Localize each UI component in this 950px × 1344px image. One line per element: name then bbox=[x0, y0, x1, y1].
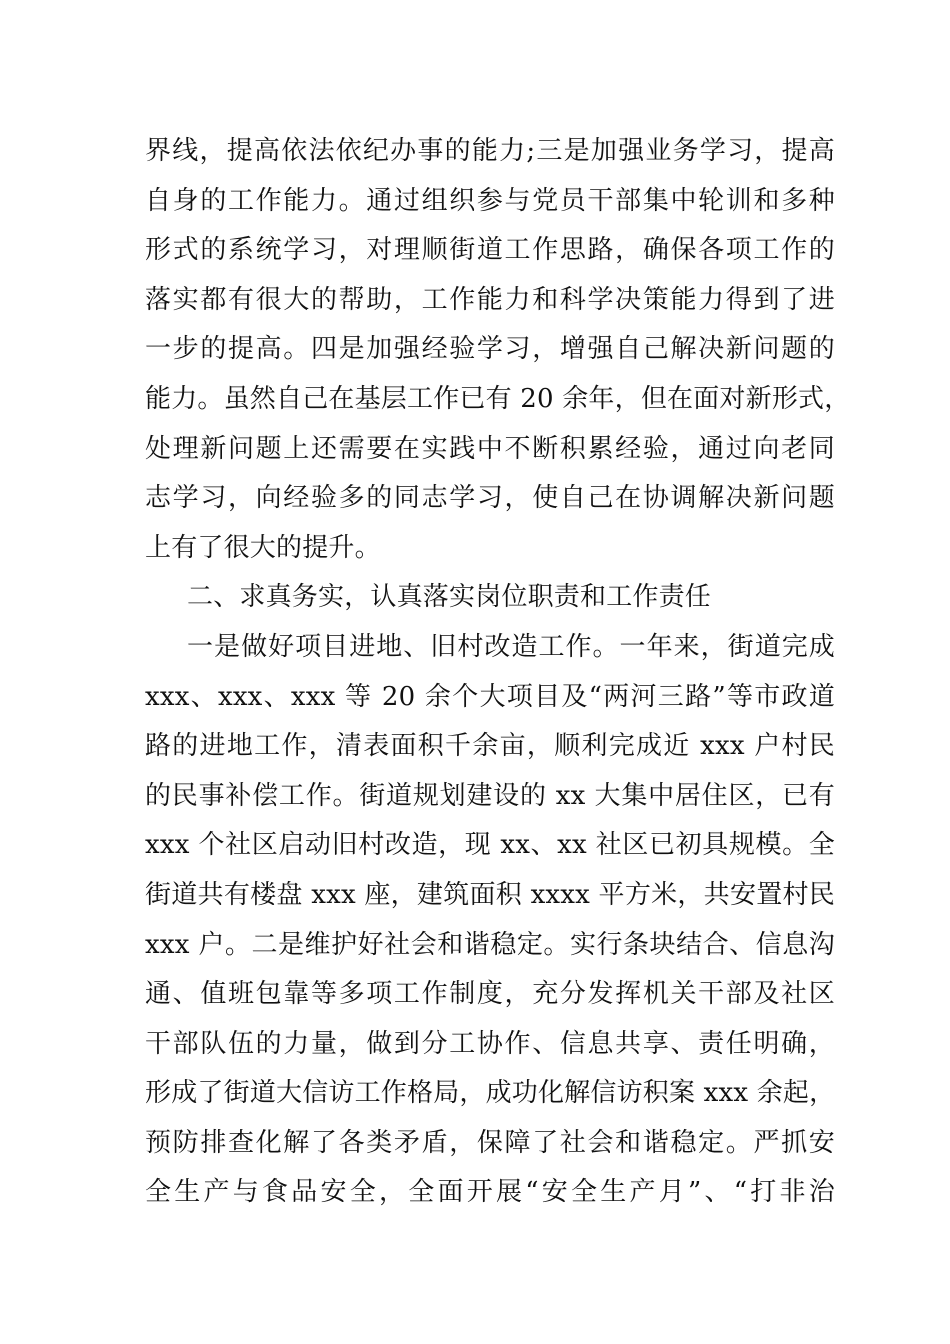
text-line: 干部队伍的力量，做到分工协作、信息共享、责任明确， bbox=[145, 1028, 835, 1059]
text-line: 街道共有楼盘 xxx 座，建筑面积 xxxx 平方米，共安置村民 bbox=[145, 879, 835, 910]
text-line: 形成了街道大信访工作格局，成功化解信访积案 xxx 余起， bbox=[145, 1078, 836, 1109]
text-line: 预防排查化解了各类矛盾，保障了社会和谐稳定。严抓安 bbox=[145, 1127, 835, 1158]
text-line: 一步的提高。四是加强经验学习，增强自己解决新问题的 bbox=[145, 334, 835, 365]
text-line: xxx、xxx、xxx 等 20 余个大项目及“两河三路”等市政道 bbox=[145, 681, 835, 712]
text-line: 落实都有很大的帮助，工作能力和科学决策能力得到了进 bbox=[145, 284, 835, 315]
text-line: 的民事补偿工作。街道规划建设的 xx 大集中居住区，已有 bbox=[145, 780, 835, 811]
text-line: 通、值班包靠等多项工作制度，充分发挥机关干部及社区 bbox=[145, 979, 835, 1010]
text-line: 路的进地工作，清表面积千余亩，顺利完成近 xxx 户村民 bbox=[145, 731, 835, 762]
text-line: xxx 个社区启动旧村改造，现 xx、xx 社区已初具规模。全 bbox=[145, 830, 835, 861]
text-line: 界线，提高依法依纪办事的能力;三是加强业务学习，提高 bbox=[145, 136, 835, 166]
text-line: 形式的系统学习，对理顺街道工作思路，确保各项工作的 bbox=[145, 235, 835, 266]
text-line: 处理新问题上还需要在实践中不断积累经验，通过向老同 bbox=[145, 433, 835, 464]
text-line: 志学习，向经验多的同志学习，使自己在协调解决新问题 bbox=[145, 483, 835, 514]
text-line: 能力。虽然自己在基层工作已有 20 余年，但在面对新形式， bbox=[145, 383, 851, 414]
text-line: 全生产与食品安全，全面开展“安全生产月”、“打非治 bbox=[145, 1177, 835, 1208]
text-line: 自身的工作能力。通过组织参与党员干部集中轮训和多种 bbox=[145, 185, 835, 216]
section-heading: 二、求真务实，认真落实岗位职责和工作责任 bbox=[187, 582, 712, 613]
body-text bbox=[145, 127, 851, 1218]
text-line: 一是做好项目进地、旧村改造工作。一年来，街道完成 bbox=[187, 631, 835, 662]
text-line: xxx 户。二是维护好社会和谐稳定。实行条块结合、信息沟 bbox=[145, 929, 835, 960]
text-line: 上有了很大的提升。 bbox=[145, 532, 381, 563]
